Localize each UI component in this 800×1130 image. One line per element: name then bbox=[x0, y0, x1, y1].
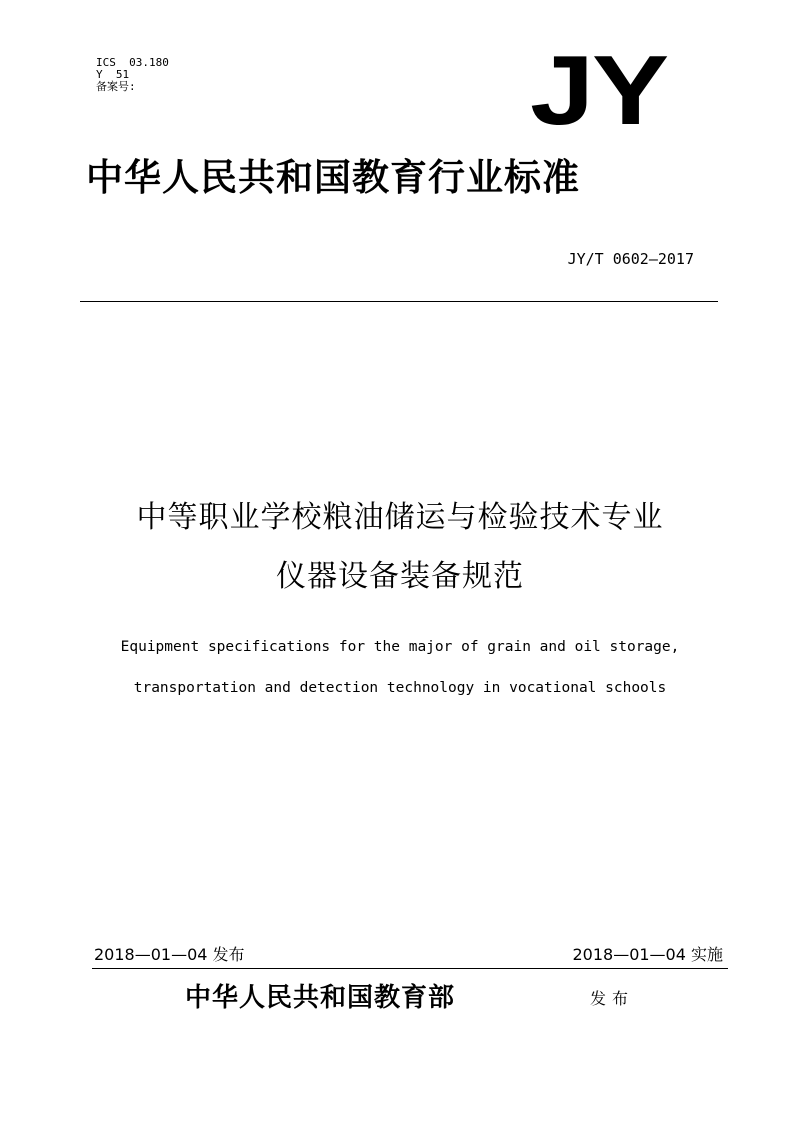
classification-block bbox=[96, 57, 169, 93]
issue-date: 2018—01—04 发布 bbox=[94, 945, 245, 964]
standard-number: JY/T 0602—2017 bbox=[567, 250, 694, 268]
industry-standard-title: 中华人民共和国教育行业标准 bbox=[86, 156, 580, 199]
class-code: Y 51 bbox=[96, 68, 130, 81]
english-title-line-1: Equipment specifications for the major of grain and oil storage, bbox=[120, 639, 680, 655]
chinese-title-line-1: 中等职业学校粮油储运与检验技术专业 bbox=[136, 500, 664, 535]
effective-date: 2018—01—04 实施 bbox=[572, 945, 723, 964]
filing-number: 备案号: bbox=[96, 80, 136, 93]
jy-logo: JY bbox=[530, 35, 667, 145]
footer-divider bbox=[92, 968, 728, 969]
english-title-line-2: transportation and detection technology in vocational schools bbox=[133, 680, 667, 696]
publish-label: 发布 bbox=[590, 989, 635, 1008]
header-divider bbox=[80, 301, 718, 302]
ics-code: ICS 03.180 bbox=[96, 56, 169, 69]
chinese-title-line-2: 仪器设备装备规范 bbox=[276, 559, 524, 594]
publisher: 中华人民共和国教育部 bbox=[185, 983, 456, 1013]
